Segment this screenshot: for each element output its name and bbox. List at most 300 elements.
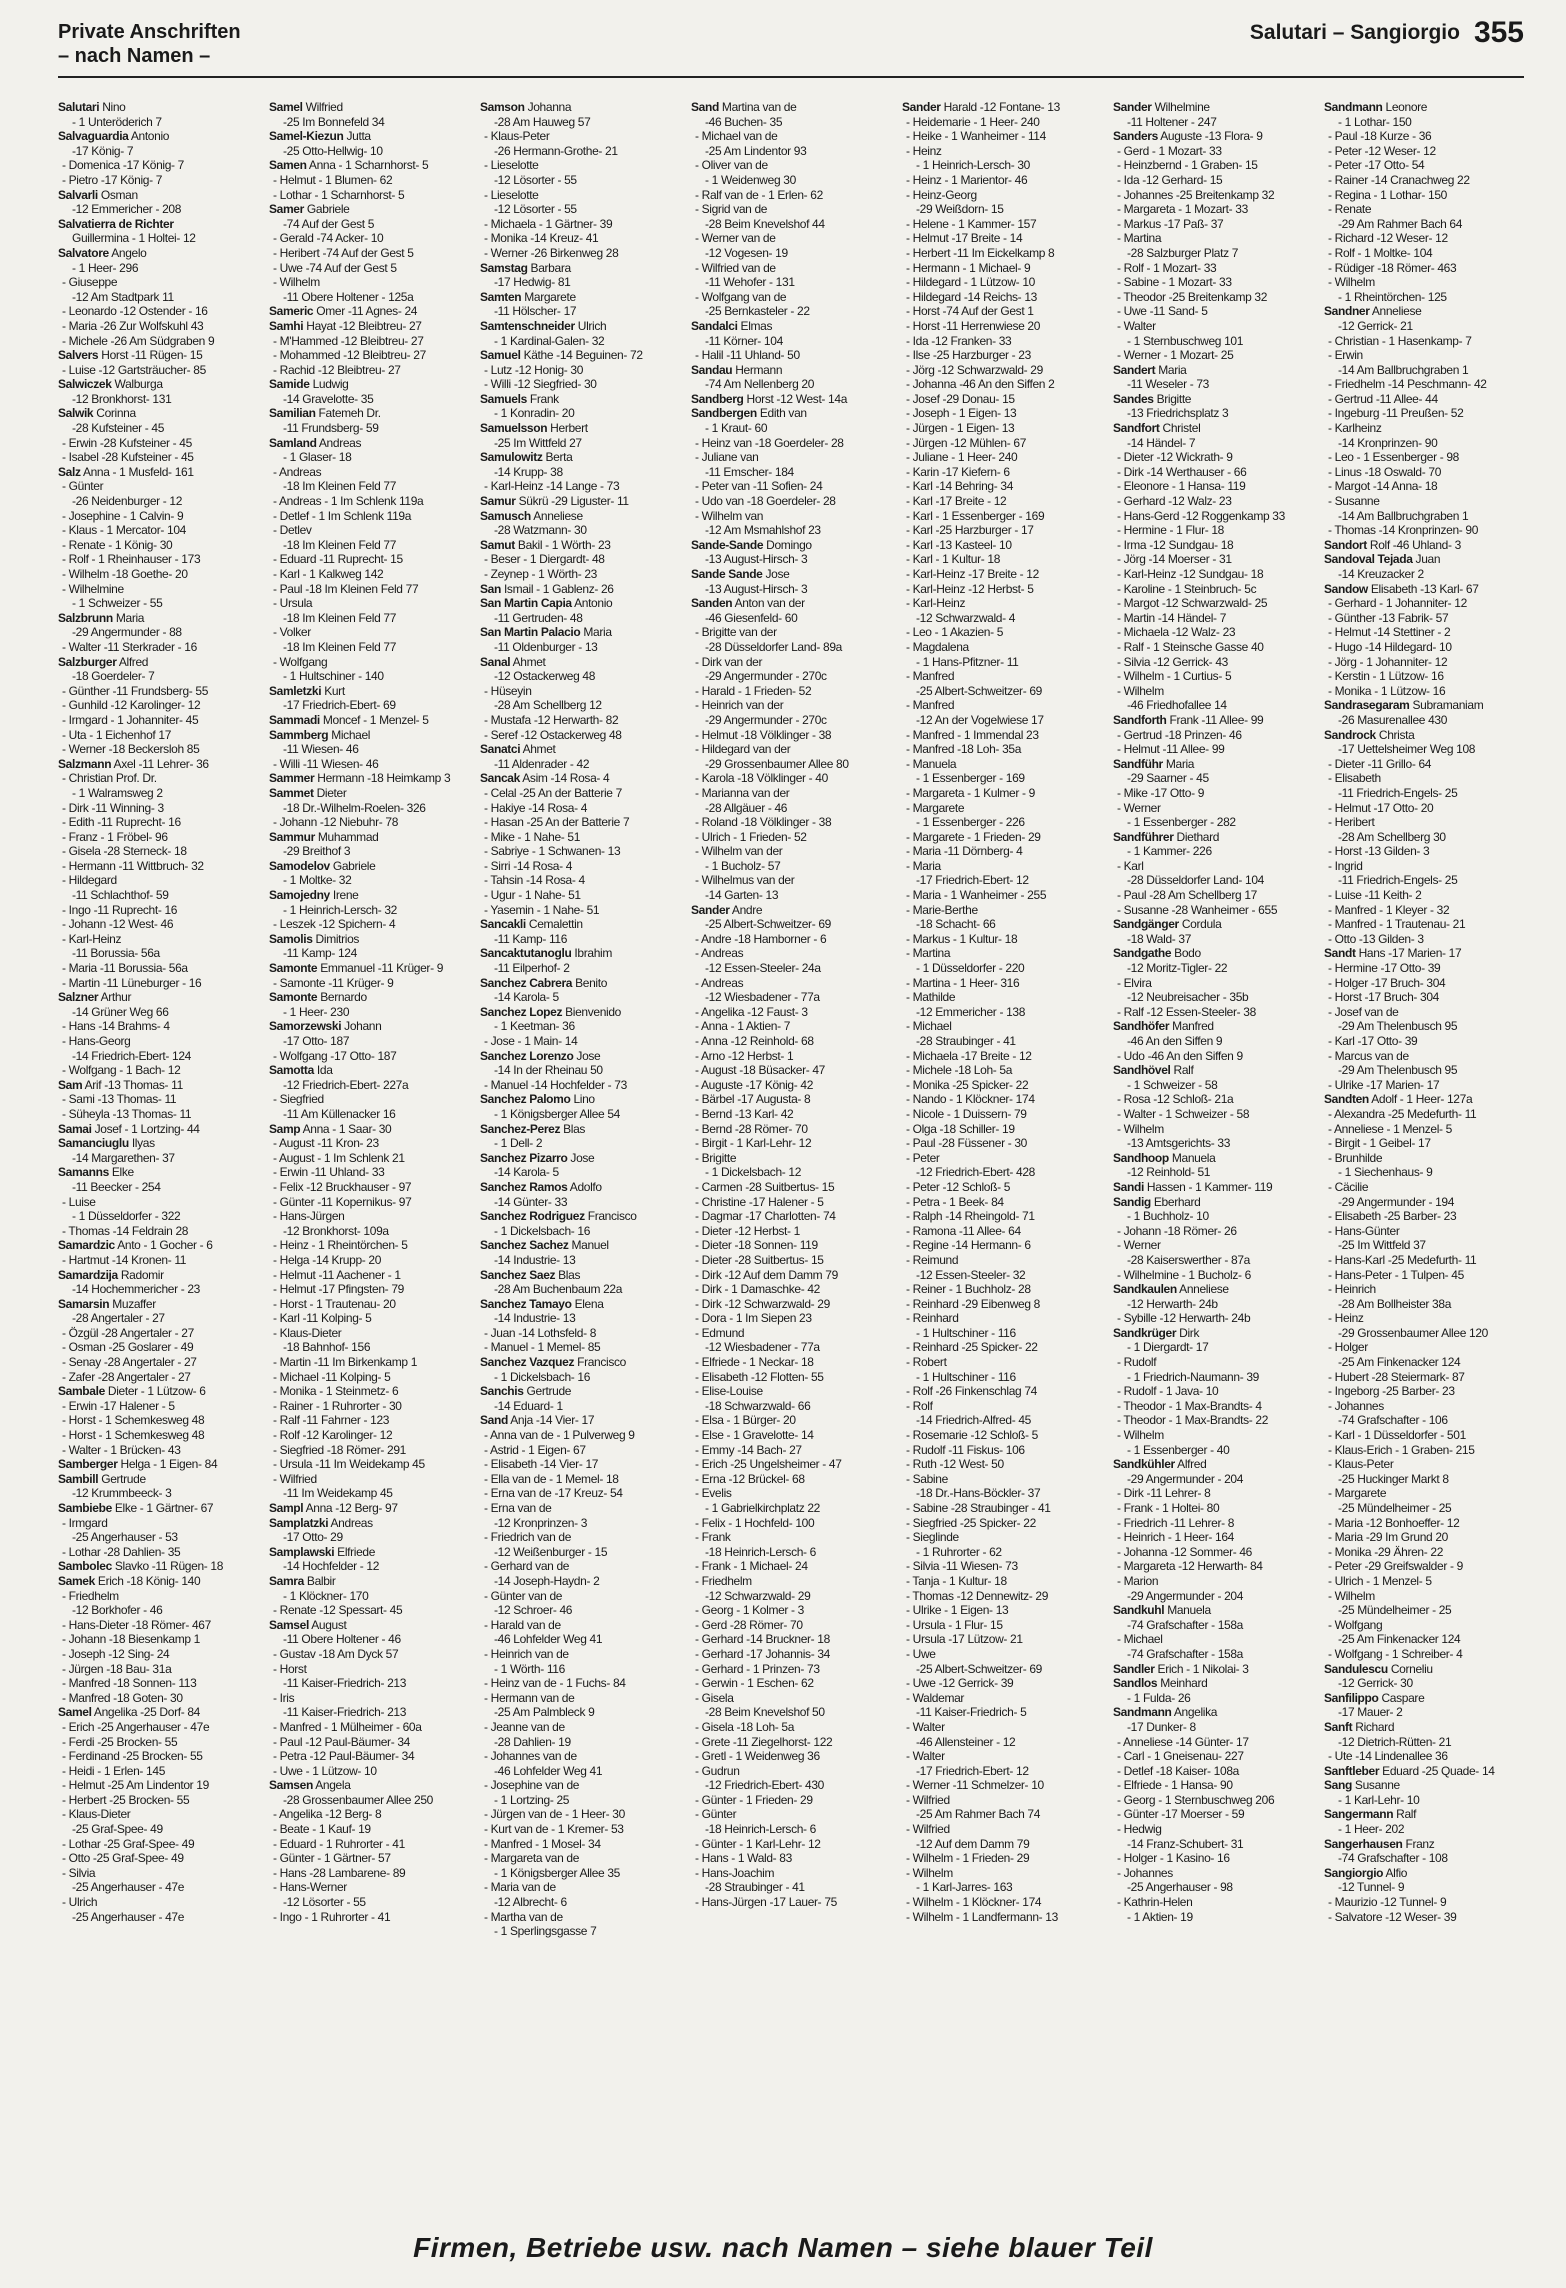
sub-entry: - Felix -12 Bruckhauser - 97 bbox=[273, 1179, 412, 1194]
surname-entry: Salutari Nino bbox=[58, 100, 126, 114]
address-line: - 1 Dickelsbach- 16 bbox=[494, 1223, 591, 1238]
address-line: -25 Huckinger Markt 8 bbox=[1338, 1471, 1449, 1486]
sub-entry: - Elisabeth -14 Vier- 17 bbox=[484, 1457, 599, 1472]
surname: Sambill bbox=[58, 1471, 99, 1486]
surname-entry: Sandi Hassen - 1 Kammer- 119 bbox=[1113, 1179, 1273, 1194]
sub-entry: - Wilhelmine bbox=[62, 581, 124, 596]
surname-entry: Sandkuhl Manuela bbox=[1113, 1603, 1211, 1618]
surname: San Martin Capia bbox=[480, 596, 572, 611]
sub-entry: - Paul -12 Paul-Bäumer- 34 bbox=[273, 1734, 410, 1749]
surname: Samorzewski bbox=[269, 1019, 342, 1034]
address-line: -29 Grossenbaumer Allee 120 bbox=[1338, 1325, 1488, 1340]
surname: Sanft bbox=[1324, 1719, 1353, 1734]
surname-entry: Sanchis Gertrude bbox=[480, 1384, 572, 1399]
sub-entry: - Karl - 1 Kalkweg 142 bbox=[273, 567, 384, 581]
address-line: -14 Günter- 33 bbox=[494, 1194, 568, 1209]
address-line: -11 Kamp- 116 bbox=[494, 931, 568, 946]
address-line: -11 Borussia- 56a bbox=[72, 946, 160, 961]
sub-entry: - Werner bbox=[1117, 1238, 1161, 1253]
sub-entry: - Walter - 1 Brücken- 43 bbox=[62, 1442, 181, 1457]
sub-entry: - Andreas bbox=[695, 975, 744, 990]
sub-entry: - Erich -25 Angerhauser - 47e bbox=[62, 1719, 210, 1734]
address-line: -28 Beim Knevelshof 44 bbox=[705, 216, 825, 231]
address-line: - 1 Unteröderich 7 bbox=[72, 114, 162, 129]
sub-entry: - Silvia -11 Wiesen- 73 bbox=[906, 1559, 1018, 1574]
sub-entry: - Dieter -18 Sonnen- 119 bbox=[695, 1238, 818, 1253]
surname-entry: Sandow Elisabeth -13 Karl- 67 bbox=[1324, 581, 1479, 596]
sub-entry: - Wilhelm bbox=[1117, 1121, 1164, 1136]
surname-entry: Samplatzki Andreas bbox=[269, 1515, 373, 1530]
surname-entry: Samilian Fatemeh Dr. bbox=[269, 406, 381, 421]
surname: Salutari bbox=[58, 100, 100, 114]
surname: Sander bbox=[691, 902, 730, 917]
sub-entry: - Reinhard -25 Spicker- 22 bbox=[906, 1340, 1038, 1355]
surname: Samel bbox=[58, 1705, 92, 1720]
sub-entry: - Michael bbox=[906, 1019, 952, 1034]
surname: Samtenschneider bbox=[480, 318, 575, 333]
sub-entry: - Peter -12 Schloß- 5 bbox=[906, 1179, 1011, 1194]
surname: Sandmann bbox=[1113, 1705, 1172, 1720]
surname: Sanchez Tamayo bbox=[480, 1296, 572, 1311]
sub-entry: - Heinz - 1 Marientor- 46 bbox=[906, 172, 1028, 187]
address-line: - 1 Gabrielkirchplatz 22 bbox=[705, 1501, 820, 1515]
sub-entry: - Karl-Heinz bbox=[906, 596, 966, 611]
sub-entry: - Dirk -12 Schwarzwald- 29 bbox=[695, 1296, 830, 1311]
surname-entry: Sancakli Cemalettin bbox=[480, 917, 583, 932]
surname-entry: Samotta Ida bbox=[269, 1063, 333, 1078]
surname-entry: Sammer Hermann -18 Heimkamp 3 bbox=[269, 771, 451, 786]
surname-entry: Sandoval Tejada Juan bbox=[1324, 552, 1441, 567]
surname-entry: Samel-Kiezun Jutta bbox=[269, 129, 371, 144]
sub-entry: - Klaus-Dieter bbox=[273, 1325, 342, 1340]
sub-entry: - Gertrud -11 Allee- 44 bbox=[1328, 391, 1438, 406]
address-line: -46 An den Siffen 9 bbox=[1127, 1034, 1223, 1048]
sub-entry: - Frank - 1 Michael- 24 bbox=[695, 1559, 808, 1574]
address-line: -11 Wiesen- 46 bbox=[283, 742, 359, 757]
sub-entry: - Kerstin - 1 Lützow- 16 bbox=[1328, 669, 1444, 684]
sub-entry: - Herbert -25 Brocken- 55 bbox=[62, 1792, 190, 1807]
surname: Samberger bbox=[58, 1457, 118, 1472]
address-line: -14 Eduard- 1 bbox=[494, 1398, 563, 1413]
surname: Sandführ bbox=[1113, 756, 1163, 771]
sub-entry: - Sirri -14 Rosa- 4 bbox=[484, 858, 573, 873]
surname: Samide bbox=[269, 377, 310, 392]
sub-entry: - Dirk - 1 Damaschke- 42 bbox=[695, 1282, 820, 1297]
sub-entry: - Holger - 1 Kasino- 16 bbox=[1117, 1851, 1230, 1866]
address-line: -28 Beim Knevelshof 50 bbox=[705, 1705, 825, 1720]
sub-entry: - Peter -12 Weser- 12 bbox=[1328, 143, 1436, 158]
address-line: -25 Am Rahmer Bach 74 bbox=[916, 1807, 1041, 1822]
sub-entry: - Gerhard - 1 Johanniter- 12 bbox=[1328, 596, 1467, 611]
surname-entry: Sanders Auguste -13 Flora- 9 bbox=[1113, 129, 1263, 144]
surname-entry: Sangiorgio Alfio bbox=[1324, 1865, 1408, 1880]
surname: Sancak bbox=[480, 771, 520, 786]
sub-entry: - Brigitte bbox=[695, 1150, 737, 1165]
sub-entry: - Markus -17 Paß- 37 bbox=[1117, 216, 1224, 231]
surname: Sandberg bbox=[691, 391, 744, 406]
address-line: -12 Neubreisacher - 35b bbox=[1127, 990, 1249, 1005]
address-line: -28 Am Bollheister 38a bbox=[1338, 1296, 1452, 1311]
address-line: -28 Grossenbaumer Allee 250 bbox=[283, 1792, 433, 1807]
sub-entry: - Dieter -12 Wickrath- 9 bbox=[1117, 450, 1233, 465]
address-line: -13 August-Hirsch- 3 bbox=[705, 581, 808, 596]
sub-entry: - Nicole - 1 Duissern- 79 bbox=[906, 1106, 1027, 1121]
directory-column bbox=[58, 100, 269, 2220]
address-line: - 1 Siechenhaus- 9 bbox=[1338, 1165, 1433, 1180]
sub-entry: - Regina - 1 Lothar- 150 bbox=[1328, 187, 1448, 202]
surname: Sandrasegaram bbox=[1324, 698, 1410, 713]
surname: Salz bbox=[58, 464, 81, 479]
sub-entry: - Karl-Heinz bbox=[62, 931, 122, 946]
address-line: - 1 Essenberger - 40 bbox=[1127, 1442, 1230, 1457]
sub-entry: - August -18 Büsacker- 47 bbox=[695, 1063, 825, 1078]
address-line: -28 Am Hauweg 57 bbox=[494, 114, 591, 129]
sub-entry: - Hans-Joachim bbox=[695, 1865, 775, 1880]
address-line: -12 Schwarzwald- 29 bbox=[705, 1588, 811, 1603]
sub-entry: - Giuseppe bbox=[62, 275, 118, 290]
sub-entry: - Dora - 1 Im Siepen 23 bbox=[695, 1311, 812, 1326]
sub-entry: - Gerhard - 1 Prinzen- 73 bbox=[695, 1661, 820, 1676]
surname: Sandten bbox=[1324, 1092, 1369, 1107]
sub-entry: - Linus -18 Oswald- 70 bbox=[1328, 464, 1442, 479]
surname: Sandrock bbox=[1324, 727, 1376, 742]
surname: Sandkrüger bbox=[1113, 1325, 1177, 1340]
page-header bbox=[58, 18, 1524, 78]
sub-entry: - Irmgard bbox=[62, 1515, 108, 1530]
sub-entry: - Jörg -14 Moerser - 31 bbox=[1117, 552, 1232, 567]
sub-entry: - Werner - 1 Mozart- 25 bbox=[1117, 348, 1234, 363]
surname-entry: Sandbergen Edith van bbox=[691, 406, 807, 421]
address-line: -14 Am Ballbruchgraben 1 bbox=[1338, 362, 1469, 377]
surname-entry: Sancaktutanoglu Ibrahim bbox=[480, 946, 612, 961]
address-line: -28 Am Buchenbaum 22a bbox=[494, 1282, 623, 1297]
sub-entry: - Joseph -12 Sing- 24 bbox=[62, 1646, 170, 1661]
address-line: -12 Tunnel- 9 bbox=[1338, 1880, 1405, 1895]
sub-entry: - Leo - 1 Essenberger - 98 bbox=[1328, 450, 1459, 465]
sub-entry: - Ursula -11 Im Weidekamp 45 bbox=[273, 1457, 425, 1472]
sub-entry: - Hedwig bbox=[1117, 1822, 1162, 1837]
address-line: -12 Friedrich-Ebert- 430 bbox=[705, 1778, 824, 1793]
sub-entry: - Wilfried bbox=[273, 1471, 317, 1486]
surname-entry: Samp Anna - 1 Saar- 30 bbox=[269, 1121, 392, 1136]
sub-entry: - Mike -17 Otto- 9 bbox=[1117, 785, 1205, 800]
address-line: -11 Hölscher- 17 bbox=[494, 304, 577, 319]
sub-entry: - Hans-Karl -25 Medefurth- 11 bbox=[1328, 1252, 1477, 1267]
sub-entry: - Bärbel -17 Augusta- 8 bbox=[695, 1092, 811, 1107]
surname: Sandert bbox=[1113, 362, 1156, 377]
sub-entry: - Ulrike -17 Marien- 17 bbox=[1328, 1077, 1440, 1092]
sub-entry: - Mustafa -12 Herwarth- 82 bbox=[484, 712, 619, 727]
address-line: -28 Straubinger - 41 bbox=[916, 1034, 1016, 1048]
sub-entry: - Friedhelm -14 Peschmann- 42 bbox=[1328, 377, 1487, 392]
sub-entry: - Ute -14 Lindenallee 36 bbox=[1328, 1749, 1448, 1764]
address-line: -18 Im Kleinen Feld 77 bbox=[283, 479, 397, 494]
sub-entry: - Susanne -28 Wanheimer - 655 bbox=[1117, 902, 1278, 917]
sub-entry: - Helmut -17 Breite - 14 bbox=[906, 231, 1023, 246]
surname-entry: Sanchez Pizarro Jose bbox=[480, 1150, 595, 1165]
sub-entry: - Willi -12 Siegfried- 30 bbox=[484, 377, 597, 392]
sub-entry: - Maria -11 Dörnberg- 4 bbox=[906, 844, 1023, 859]
surname-entry: Samsel August bbox=[269, 1617, 347, 1632]
surname: Sandler bbox=[1113, 1661, 1155, 1676]
address-line: -12 Friedrich-Ebert- 227a bbox=[283, 1077, 409, 1092]
sub-entry: - Karl -11 Kolping- 5 bbox=[273, 1311, 372, 1326]
sub-entry: - Jürgen -12 Mühlen- 67 bbox=[906, 435, 1027, 450]
sub-entry: - Günter bbox=[62, 479, 104, 494]
sub-entry: - Maria -11 Borussia- 56a bbox=[62, 961, 188, 976]
address-line: -11 Schlachthof- 59 bbox=[72, 888, 169, 903]
sub-entry: - Sabine - 1 Mozart- 33 bbox=[1117, 275, 1232, 290]
sub-entry: - Johann -12 West- 46 bbox=[62, 917, 174, 932]
address-line: -11 Kaiser-Friedrich- 213 bbox=[283, 1676, 407, 1691]
surname: Sanchez Cabrera bbox=[480, 975, 573, 990]
surname: Samra bbox=[269, 1573, 304, 1588]
sub-entry: - Robert bbox=[906, 1355, 947, 1370]
surname-entry: Samuel Käthe -14 Beguinen- 72 bbox=[480, 348, 643, 363]
address-line: -14 Friedrich-Ebert- 124 bbox=[72, 1048, 191, 1063]
sub-entry: - Jürgen van de - 1 Heer- 30 bbox=[484, 1807, 625, 1822]
sub-entry: - Manfred bbox=[906, 698, 955, 713]
surname: Sambolec bbox=[58, 1559, 112, 1574]
surname-entry: Salzburger Alfred bbox=[58, 654, 149, 669]
sub-entry: - Heinrich van der bbox=[695, 698, 784, 713]
address-line: -12 Am Stadtpark 11 bbox=[72, 289, 174, 304]
surname: Sandau bbox=[691, 362, 733, 377]
address-line: -14 Hochemmericher - 23 bbox=[72, 1282, 200, 1297]
surname-entry: Sang Susanne bbox=[1324, 1778, 1400, 1793]
sub-entry: - Horst - 1 Trautenau- 20 bbox=[273, 1296, 396, 1311]
surname: Sammer bbox=[269, 771, 315, 786]
sub-entry: - Carmen -28 Suitbertus- 15 bbox=[695, 1179, 835, 1194]
sub-entry: - Elvira bbox=[1117, 975, 1152, 990]
address-line: -14 Karola- 5 bbox=[494, 1165, 559, 1180]
surname-entry: Sanal Ahmet bbox=[480, 654, 546, 669]
sub-entry: - Ingeburg -11 Preußen- 52 bbox=[1328, 406, 1464, 421]
surname: Sanchez Lorenzo bbox=[480, 1048, 574, 1063]
surname: Sandhoop bbox=[1113, 1150, 1169, 1165]
sub-entry: - Martin -14 Händel- 7 bbox=[1117, 610, 1227, 625]
sub-entry: - Friedrich -11 Lehrer- 8 bbox=[1117, 1515, 1235, 1530]
address-line: -18 Schwarzwald- 66 bbox=[705, 1398, 811, 1413]
surname: Sandmann bbox=[1324, 100, 1383, 114]
sub-entry: - Kathrin-Helen bbox=[1117, 1895, 1193, 1910]
sub-entry: - Wilhelm van der bbox=[695, 844, 783, 859]
address-line: -29 Angermunder - 204 bbox=[1127, 1588, 1244, 1603]
directory-column bbox=[902, 100, 1113, 2220]
sub-entry: - Heinrich - 1 Heer- 164 bbox=[1117, 1530, 1234, 1545]
address-line: -12 Essen-Steeler- 24a bbox=[705, 961, 821, 976]
sub-entry: - Leo - 1 Akazien- 5 bbox=[906, 625, 1004, 640]
address-line: -25 Albert-Schweitzer- 69 bbox=[705, 917, 831, 932]
surname: Sanchez Vazquez bbox=[480, 1355, 575, 1370]
sub-entry: - Jürgen - 1 Eigen- 13 bbox=[906, 421, 1015, 436]
address-line: -28 Allgäuer - 46 bbox=[705, 800, 788, 815]
surname-entry: Sandner Anneliese bbox=[1324, 304, 1422, 319]
address-line: -12 Lösorter - 55 bbox=[494, 172, 577, 187]
sub-entry: - Andre -18 Hamborner - 6 bbox=[695, 931, 827, 946]
name-range: Salutari – Sangiorgio bbox=[1249, 21, 1460, 44]
sub-entry: - Martha van de bbox=[484, 1909, 563, 1924]
directory-column bbox=[691, 100, 902, 2220]
address-line: -29 Am Rahmer Bach 64 bbox=[1338, 216, 1463, 231]
surname-entry: Samide Ludwig bbox=[269, 377, 349, 392]
address-line: -11 Wehofer - 131 bbox=[705, 275, 795, 290]
sub-entry: - Helmut - 1 Blumen- 62 bbox=[273, 172, 393, 187]
sub-entry: - Manuela bbox=[906, 756, 957, 771]
surname: Samojedny bbox=[269, 888, 330, 903]
address-line: -11 Kamp- 124 bbox=[283, 946, 357, 961]
sub-entry: - Manfred - 1 Trautenau- 21 bbox=[1328, 917, 1466, 932]
surname: Samek bbox=[58, 1573, 95, 1588]
sub-entry: - Michael van de bbox=[695, 129, 778, 144]
surname-entry: Sandler Erich - 1 Nikolai- 3 bbox=[1113, 1661, 1249, 1676]
address-line: -14 Kronprinzen- 90 bbox=[1338, 435, 1438, 450]
sub-entry: - Horst - 1 Schemkesweg 48 bbox=[62, 1413, 205, 1428]
sub-entry: - Maria van de bbox=[484, 1880, 556, 1895]
sub-entry: - Paul -28 Am Schellberg 17 bbox=[1117, 888, 1257, 903]
surname: Sammet bbox=[269, 785, 314, 800]
address-line: -18 Wald- 37 bbox=[1127, 931, 1192, 946]
sub-entry: - Helmut -17 Pfingsten- 79 bbox=[273, 1282, 404, 1297]
sub-entry: - Johannes bbox=[1117, 1865, 1173, 1880]
address-line: - 1 Bucholz- 57 bbox=[705, 858, 781, 873]
sub-entry: - Udo -46 An den Siffen 9 bbox=[1117, 1048, 1243, 1063]
sub-entry: - Karl-Heinz -17 Breite - 12 bbox=[906, 567, 1039, 581]
address-line: -28 Dahlien- 19 bbox=[494, 1734, 571, 1749]
address-line: -28 Kufsteiner - 45 bbox=[72, 421, 165, 436]
surname: Sandkuhl bbox=[1113, 1603, 1165, 1618]
surname: Sampl bbox=[269, 1501, 304, 1515]
address-line: -28 Salzburger Platz 7 bbox=[1127, 245, 1239, 260]
surname-entry: Sanchez Vazquez Francisco bbox=[480, 1355, 626, 1370]
sub-entry: - Hermann - 1 Michael- 9 bbox=[906, 260, 1031, 275]
sub-entry: - Johann -18 Römer- 26 bbox=[1117, 1223, 1237, 1238]
address-line: -17 König- 7 bbox=[72, 143, 134, 158]
surname: Sandort bbox=[1324, 537, 1367, 552]
surname: Sandi bbox=[1113, 1179, 1144, 1194]
surname-entry: Samsen Angela bbox=[269, 1778, 351, 1793]
sub-entry: - Günther -11 Frundsberg- 55 bbox=[62, 683, 209, 698]
surname-entry: Sanchez Cabrera Benito bbox=[480, 975, 608, 990]
address-line: - 1 Hultschiner - 116 bbox=[916, 1325, 1016, 1340]
sub-entry: - Tanja - 1 Kultur- 18 bbox=[906, 1573, 1007, 1588]
sub-entry: - Silvia bbox=[62, 1865, 96, 1880]
sub-entry: - Astrid - 1 Eigen- 67 bbox=[484, 1442, 586, 1457]
address-line: -12 Krummbeeck- 3 bbox=[72, 1486, 172, 1501]
sub-entry: - Sami -13 Thomas- 11 bbox=[62, 1092, 177, 1107]
sub-entry: - Maria -26 Zur Wolfskuhl 43 bbox=[62, 318, 204, 333]
surname-entry: Sambolec Slavko -11 Rügen- 18 bbox=[58, 1559, 224, 1574]
surname-entry: Samanciuglu Ilyas bbox=[58, 1136, 155, 1151]
address-line: -13 Amtsgerichts- 33 bbox=[1127, 1136, 1231, 1151]
surname: Sammadi bbox=[269, 712, 320, 727]
address-line: -14 Industrie- 13 bbox=[494, 1252, 576, 1267]
surname-entry: Sandkaulen Anneliese bbox=[1113, 1282, 1229, 1297]
surname: Sam bbox=[58, 1077, 83, 1092]
sub-entry: - Horst - 1 Schemkesweg 48 bbox=[62, 1428, 205, 1443]
address-line: -14 Franz-Schubert- 31 bbox=[1127, 1836, 1244, 1851]
surname: Sandulescu bbox=[1324, 1661, 1388, 1676]
address-line: - 1 Düsseldorfer - 220 bbox=[916, 961, 1025, 976]
sub-entry: - Eduard -11 Ruprecht- 15 bbox=[273, 552, 403, 567]
sub-entry: - Anna van de - 1 Pulverweg 9 bbox=[484, 1428, 635, 1443]
address-line: Guillermina - 1 Holtei- 12 bbox=[72, 231, 196, 246]
sub-entry: - Wilhelm -18 Goethe- 20 bbox=[62, 567, 188, 581]
sub-entry: - Marianna van der bbox=[695, 785, 790, 800]
sub-entry: - Karl - 1 Kultur- 18 bbox=[906, 552, 1001, 567]
surname: Samstag bbox=[480, 260, 528, 275]
sub-entry: - Karola -18 Völklinger - 40 bbox=[695, 771, 828, 786]
address-line: - 1 Schweizer - 55 bbox=[72, 596, 163, 611]
sub-entry: - Walter bbox=[1117, 318, 1156, 333]
sub-entry: - Reinhard -29 Eibenweg 8 bbox=[906, 1296, 1041, 1311]
sub-entry: - Günter van de bbox=[484, 1588, 563, 1603]
surname: Samarsin bbox=[58, 1296, 110, 1311]
sub-entry: - Günter -11 Kopernikus- 97 bbox=[273, 1194, 412, 1209]
address-line: -18 Dr.-Hans-Böckler- 37 bbox=[916, 1486, 1041, 1501]
sub-entry: - Heidi - 1 Erlen- 145 bbox=[62, 1763, 166, 1778]
surname-entry: Sanden Anton van der bbox=[691, 596, 805, 611]
sub-entry: - Sabriye - 1 Schwanen- 13 bbox=[484, 844, 621, 859]
sub-entry: - Michael bbox=[1117, 1632, 1163, 1647]
address-line: - 1 Dell- 2 bbox=[494, 1136, 543, 1151]
sub-entry: - Ida -12 Gerhard- 15 bbox=[1117, 172, 1223, 187]
sub-entry: - Paul -28 Füssener - 30 bbox=[906, 1136, 1027, 1151]
address-line: -25 Mündelheimer - 25 bbox=[1338, 1501, 1452, 1515]
sub-entry: - Elfriede - 1 Neckar- 18 bbox=[695, 1355, 814, 1370]
surname-entry: Sandert Maria bbox=[1113, 362, 1187, 377]
sub-entry: - Manfred bbox=[906, 669, 955, 684]
sub-entry: - Günter bbox=[695, 1807, 737, 1822]
sub-entry: - Marie-Berthe bbox=[906, 902, 978, 917]
surname-entry: Salwiczek Walburga bbox=[58, 377, 163, 392]
surname: Sandforth bbox=[1113, 712, 1167, 727]
sub-entry: - Paul -18 Im Kleinen Feld 77 bbox=[273, 581, 419, 596]
surname: Sammur bbox=[269, 829, 315, 844]
sub-entry: - Gerwin - 1 Eschen- 62 bbox=[695, 1676, 814, 1691]
surname-entry: Sanchez Ramos Adolfo bbox=[480, 1179, 602, 1194]
directory-column bbox=[1324, 100, 1535, 2220]
sub-entry: - Uta - 1 Eichenhof 17 bbox=[62, 727, 172, 742]
sub-entry: - Monika -14 Kreuz- 41 bbox=[484, 231, 599, 246]
sub-entry: - Maurizio -12 Tunnel- 9 bbox=[1328, 1895, 1447, 1910]
sub-entry: - Ralf - 1 Steinsche Gasse 40 bbox=[1117, 639, 1264, 654]
address-line: -28 Am Schellberg 30 bbox=[1338, 829, 1446, 844]
sub-entry: - Günter -17 Moerser - 59 bbox=[1117, 1807, 1245, 1822]
sub-entry: - Johannes van de bbox=[484, 1749, 577, 1764]
sub-entry: - Thomas -14 Kronprinzen- 90 bbox=[1328, 523, 1479, 538]
sub-entry: - Jörg -12 Schwarzwald- 29 bbox=[906, 362, 1043, 377]
sub-entry: - Rolf bbox=[906, 1398, 933, 1413]
sub-entry: - Wilhelm - 1 Klöckner- 174 bbox=[906, 1895, 1042, 1910]
surname-entry: Sandmann Angelika bbox=[1113, 1705, 1218, 1720]
surname: Samson bbox=[480, 100, 525, 114]
surname: Salvarli bbox=[58, 187, 98, 202]
sub-entry: - Ugur - 1 Nahe- 51 bbox=[484, 888, 581, 903]
sub-entry: - Arno -12 Herbst- 1 bbox=[695, 1048, 794, 1063]
sub-entry: - Felix - 1 Hochfeld- 100 bbox=[695, 1515, 815, 1530]
sub-entry: - Helmut -11 Allee- 99 bbox=[1117, 742, 1225, 757]
address-line: -18 Schacht- 66 bbox=[916, 917, 996, 932]
address-line: -25 Mündelheimer - 25 bbox=[1338, 1603, 1452, 1618]
sub-entry: - Ida -12 Franken- 33 bbox=[906, 333, 1012, 348]
sub-entry: - Rudolf - 1 Java- 10 bbox=[1117, 1384, 1219, 1399]
sub-entry: - Silvia -12 Gerrick- 43 bbox=[1117, 654, 1228, 669]
address-line: - 1 Dickelsbach- 16 bbox=[494, 1369, 591, 1384]
address-line: -14 In der Rheinau 50 bbox=[494, 1063, 603, 1078]
surname-entry: Sanchez Sachez Manuel bbox=[480, 1238, 609, 1253]
address-line: -14 Margarethen- 37 bbox=[72, 1150, 175, 1165]
